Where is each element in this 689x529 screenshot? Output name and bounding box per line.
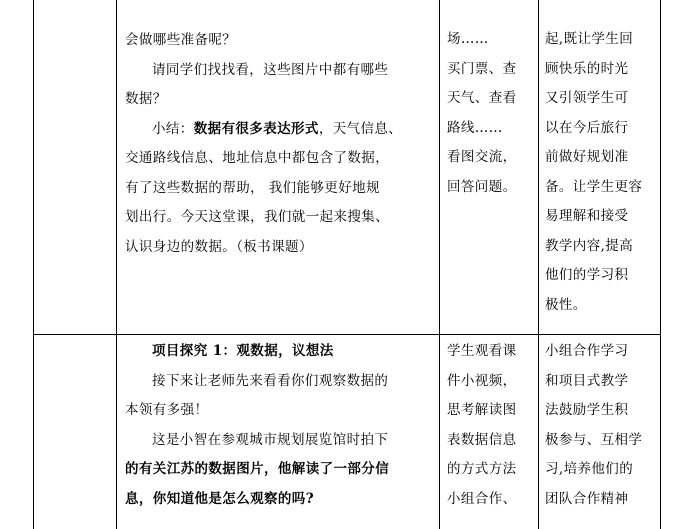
- text-line: 划出行。今天这堂课，我们就一起来搜集、: [125, 209, 390, 225]
- summary-line: [125, 115, 402, 145]
- text-line: 这是小智在参观城市规划展览馆时拍下: [152, 431, 389, 448]
- text-line: 的方式方法: [447, 461, 517, 477]
- table-border-col1: [116, 0, 117, 529]
- row2-design-intent-cell: [545, 337, 642, 514]
- row1-teaching-process-cell: [125, 26, 402, 262]
- row1-design-intent-cell: [545, 25, 642, 320]
- text-line: 本领有多强！: [125, 402, 209, 418]
- text-line: 法鼓励学生积: [545, 402, 629, 418]
- text-line: 路线……: [447, 119, 503, 136]
- text-line: 极性。: [545, 296, 587, 313]
- text-line: 他们的学习积: [545, 267, 629, 283]
- text-line: 看图交流，: [447, 149, 517, 165]
- text-line: 件小视频，: [447, 372, 517, 389]
- text-line: 极参与、互相学: [545, 431, 643, 448]
- text-line: 又引领学生可: [545, 90, 629, 106]
- text-line: 小组合作学习: [545, 343, 629, 359]
- text-line: 买门票、查: [447, 60, 517, 77]
- section-heading: 项目探究 1：观数据，议想法: [152, 343, 334, 359]
- text-line: 请同学们找找看，这些图片中都有哪些: [152, 61, 389, 78]
- text-line: 会做哪些准备呢？: [125, 32, 237, 48]
- text-line: 团队合作精神: [545, 490, 629, 507]
- text-line: 习,培养他们的: [545, 461, 634, 477]
- text-line: 前做好规划准: [545, 149, 629, 165]
- row1-student-activity-cell: [447, 25, 517, 202]
- text-line: 的有关江苏的数据图片，他解读了一部分信: [125, 461, 390, 477]
- summary-suffix: ，天气信息、: [318, 120, 403, 137]
- text-line: 易理解和接受: [545, 208, 629, 224]
- text-line: 天气、查看: [447, 90, 517, 106]
- summary-emphasis: 数据有很多表达形式: [193, 120, 319, 137]
- text-line: 小组合作、: [447, 490, 517, 507]
- summary-prefix: 小结：: [152, 120, 194, 137]
- table-border-col3: [538, 0, 539, 529]
- text-line: 表数据信息: [447, 431, 517, 448]
- row2-student-activity-cell: [447, 337, 517, 514]
- text-line: 认识身边的数据。（板书课题）: [125, 238, 313, 255]
- text-line: 思考解读图: [447, 402, 517, 418]
- text-line: 有了这些数据的帮助， 我们能够更好地规: [125, 179, 380, 196]
- table-border-left: [33, 0, 34, 529]
- text-line: 接下来让老师先来看看你们观察数据的: [152, 372, 389, 389]
- text-line: 教学内容,提高: [545, 237, 634, 254]
- table-row-divider: [33, 334, 661, 335]
- text-line: 息，你知道他是怎么观察的吗?: [125, 490, 315, 507]
- text-line: 数据？: [125, 91, 167, 107]
- text-line: 备。让学生更容: [545, 178, 643, 195]
- text-line: 学生观看课: [447, 343, 517, 359]
- text-line: 起,既让学生回: [545, 31, 634, 47]
- text-line: 回答问题。: [447, 178, 517, 195]
- text-line: 顾快乐的时光: [545, 60, 629, 77]
- text-line: 场……: [447, 31, 489, 47]
- table-border-col2: [439, 0, 440, 529]
- row2-teaching-process-cell: [125, 337, 389, 514]
- text-line: 和项目式教学: [545, 372, 629, 389]
- table-border-right: [660, 0, 661, 529]
- text-line: 交通路线信息、地址信息中都包含了数据，: [125, 150, 390, 166]
- text-line: 以在今后旅行: [545, 119, 629, 136]
